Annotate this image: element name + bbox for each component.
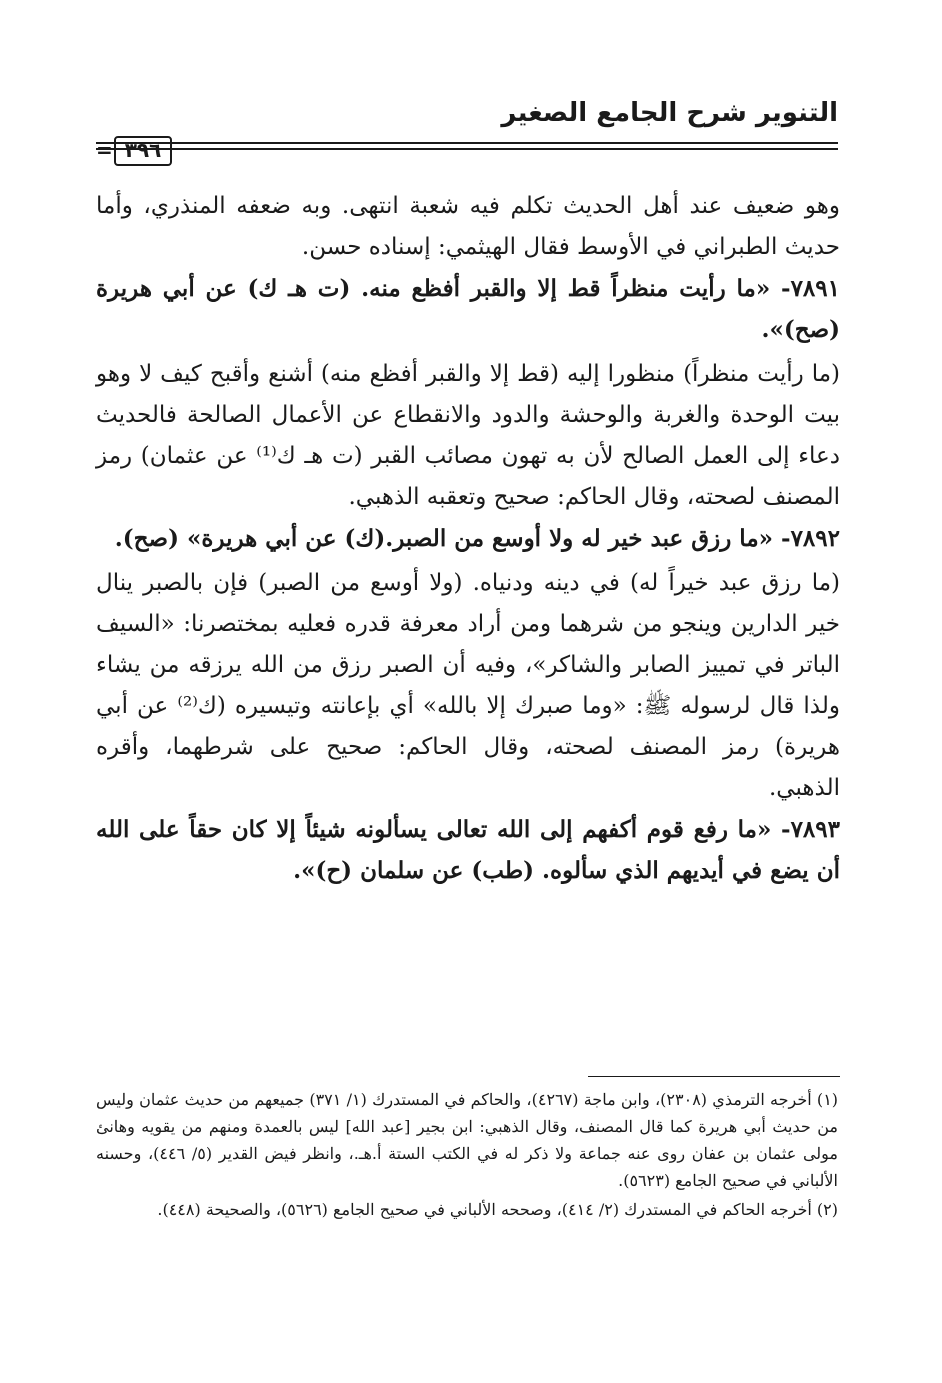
paragraph-continuation: وهو ضعيف عند أهل الحديث تكلم فيه شعبة انتهى. وبه ضعفه المنذري، وأما حديث الطبراني في الأوسط فقال الهيثمي: إسناده حسن.: [96, 193, 840, 260]
main-text: [96, 186, 840, 891]
header-rule-top: [96, 142, 838, 144]
book-title: التنوير شرح الجامع الصغير: [501, 98, 838, 128]
commentary-7891: (ما رأيت منظراً) منظورا إليه (قط إلا والقبر أفظع منه) أشنع وأقبح كيف لا وهو بيت الوحدة والغربة والوحشة والدود والانقطاع عن الأعمال الصالحة فالحديث دعاء إلى العمل الصالح لأن به تهون مصائب القبر (ت هـ ك⁽¹⁾ عن عثمان) رمز المصنف لصحته، وقال الحاكم: صحيح وتعقبه الذهبي.: [96, 361, 841, 510]
page-marker: =: [96, 138, 113, 162]
hadith-7893: ٧٨٩٣- «ما رفع قوم أكفهم إلى الله تعالى يسألونه شيئاً إلا كان حقاً على الله أن يضع في أيديهم الذي سألوه. (طب) عن سلمان (ح)».: [96, 816, 840, 884]
footnote-separator: [588, 1076, 840, 1077]
page-header: [96, 98, 838, 168]
page-number-box: [96, 136, 188, 164]
footnote-2: (٢) أخرجه الحاكم في المستدرك (٢/ ٤١٤)، وصححه الألباني في صحيح الجامع (٥٦٢٦)، والصحيحة (٤٤٨).: [157, 1200, 838, 1219]
footnotes: [96, 1086, 838, 1223]
footnote-1: (١) أخرجه الترمذي (٢٣٠٨)، وابن ماجة (٤٢٦٧)، والحاكم في المستدرك (١/ ٣٧١) جميعهم من حديث عثمان وليس من حديث أبي هريرة كما قال المصنف، وقال الذهبي: ابن بجير [عبد الله] ليس بالعمدة ومنهم من يقويه وهانئ مولى عثمان بن عفان روى عنه جماعة ولا ذكر له في الكتب الستة أ.هـ.، وانظر فيض القدير (٥/ ٤٤٦)، وحسنه الألباني في صحيح الجامع (٥٦٢٣).: [96, 1090, 839, 1190]
hadith-7891: ٧٨٩١- «ما رأيت منظراً قط إلا والقبر أفظع منه. (ت هـ ك) عن أبي هريرة (صح)».: [96, 275, 840, 343]
header-rule-bottom: [96, 148, 838, 150]
page-number: ٣٩٦: [124, 138, 162, 162]
commentary-7892: (ما رزق عبد خيراً له) في دينه ودنياه. (ولا أوسع من الصبر) فإن بالصبر ينال خير الدارين وينجو من شرهما ومن أراد معرفة قدره فعليه بمختصرنا: «السيف الباتر في تمييز الصابر والشاكر»، وفيه أن الصبر رزق من الله يرزقه من يشاء ولذا قال لرسوله ﷺ: «وما صبرك إلا بالله» أي بإعانته وتيسيره (ك⁽²⁾ عن أبي هريرة) رمز المصنف لصحته، وقال الحاكم: صحيح على شرطهما، وأقره الذهبي.: [96, 570, 840, 801]
hadith-7892: ٧٨٩٢- «ما رزق عبد خير له ولا أوسع من الصبر.(ك) عن أبي هريرة» (صح).: [114, 525, 840, 552]
